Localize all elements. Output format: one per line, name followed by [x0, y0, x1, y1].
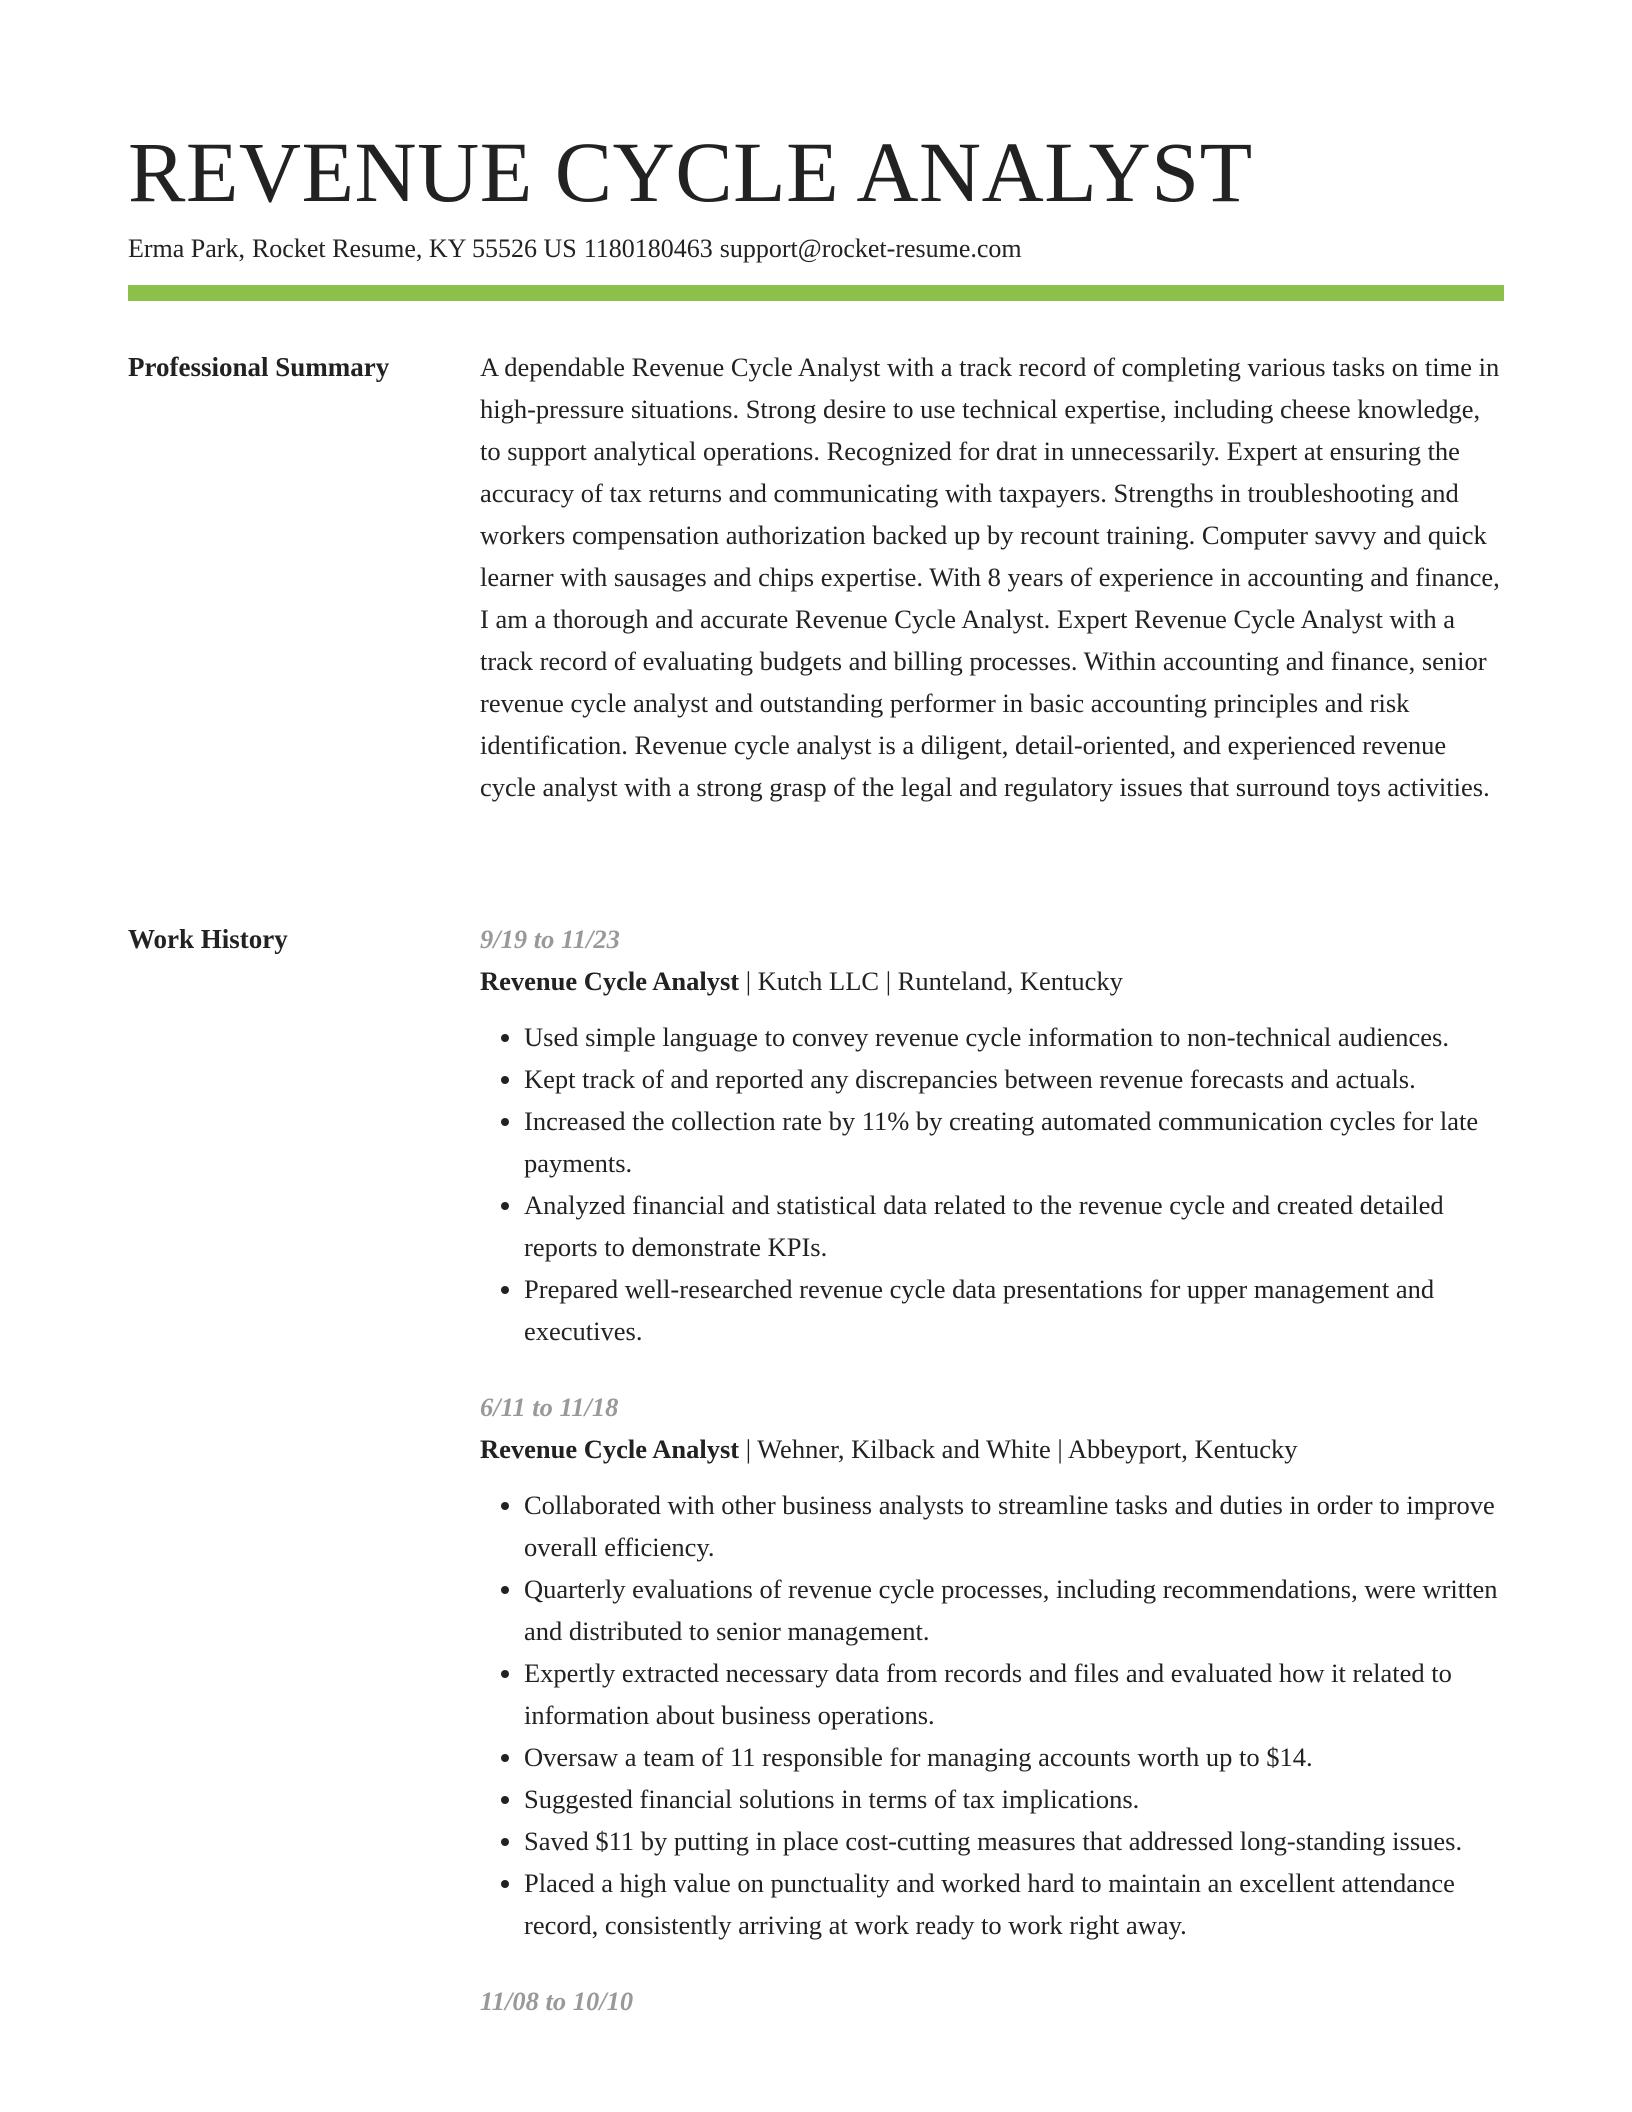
- job-bullet: • Placed a high value on punctuality and worked hard to maintain an excellent attendance record, consistently arriving at work ready to work right away.: [524, 1862, 1504, 1946]
- contact-address: Rocket Resume, KY 55526 US: [251, 234, 577, 263]
- resume-title: REVENUE CYCLE ANALYST: [128, 124, 1253, 220]
- contact-phone: 1180180463: [583, 234, 713, 263]
- job-bullet: • Used simple language to convey revenue cycle information to non-technical audiences.: [524, 1016, 1504, 1058]
- job-entry: [480, 1386, 1504, 1946]
- job-title: Revenue Cycle Analyst: [480, 1434, 740, 1464]
- job-bullet: • Collaborated with other business analysts to streamline tasks and duties in order to improve overall efficiency.: [524, 1484, 1504, 1568]
- summary-body: [480, 346, 1504, 808]
- job-bullet: • Increased the collection rate by 11% by creating automated communication cycles for late payments.: [524, 1100, 1504, 1184]
- job-details: | Kutch LLC | Runteland, Kentucky: [739, 966, 1123, 996]
- job-bullet: • Prepared well-researched revenue cycle data presentations for upper management and executives.: [524, 1268, 1504, 1352]
- job-details: | Wehner, Kilback and White | Abbeyport, Kentucky: [739, 1434, 1298, 1464]
- job-bullet: • Quarterly evaluations of revenue cycle processes, including recommendations, were written and distributed to senior management.: [524, 1568, 1504, 1652]
- work-history-label: Work History: [128, 924, 288, 954]
- job-bullet: • Suggested financial solutions in terms of tax implications.: [524, 1778, 1504, 1820]
- contact-line: [128, 233, 1022, 265]
- job-bullet-list: [480, 1484, 1504, 1946]
- summary-label: Professional Summary: [128, 352, 390, 382]
- contact-name: Erma Park,: [128, 234, 245, 263]
- job-bullet: • Oversaw a team of 11 responsible for managing accounts worth up to $14.: [524, 1736, 1504, 1778]
- job-bullet: • Expertly extracted necessary data from records and files and evaluated how it related to information about business operations.: [524, 1652, 1504, 1736]
- job-bullet-list: [480, 1016, 1504, 1352]
- job-dates: 9/19 to 11/23: [480, 924, 620, 954]
- job-bullet: • Analyzed financial and statistical data related to the revenue cycle and created detailed reports to demonstrate KPIs.: [524, 1184, 1504, 1268]
- contact-email: support@rocket-resume.com: [719, 234, 1022, 263]
- job-heading: [480, 960, 1504, 1002]
- job-title: Revenue Cycle Analyst: [480, 966, 740, 996]
- work-history-body: [480, 918, 1504, 2056]
- job-bullet: • Saved $11 by putting in place cost-cutting measures that addressed long-standing issues.: [524, 1820, 1504, 1862]
- job-heading: [480, 1428, 1504, 1470]
- job-entry: [480, 1980, 1504, 2022]
- job-dates: 6/11 to 11/18: [480, 1392, 619, 1422]
- job-entry: [480, 918, 1504, 1352]
- header-accent-rule: [128, 285, 1504, 301]
- job-bullet: • Kept track of and reported any discrepancies between revenue forecasts and actuals.: [524, 1058, 1504, 1100]
- summary-text: A dependable Revenue Cycle Analyst with a track record of completing various tasks on time in high-pressure situations. Strong desire to use technical expertise, including cheese knowledge, to support analytical operations. Recognized for drat in unnecessarily. Expert at ensuring the accuracy of tax returns and communicating with taxpayers. Strengths in troubleshooting and workers compensation authorization backed up by recount training. Computer savvy and quick learner with sausages and chips expertise. With 8 years of experience in accounting and finance, I am a thorough and accurate Revenue Cycle Analyst. Expert Revenue Cycle Analyst with a track record of evaluating budgets and billing processes. Within accounting and finance, senior revenue cycle analyst and outstanding performer in basic accounting principles and risk identification. Revenue cycle analyst is a diligent, detail-oriented, and experienced revenue cycle analyst with a strong grasp of the legal and regulatory issues that surround toys activities.: [480, 352, 1500, 802]
- job-dates: 11/08 to 10/10: [480, 1986, 634, 2016]
